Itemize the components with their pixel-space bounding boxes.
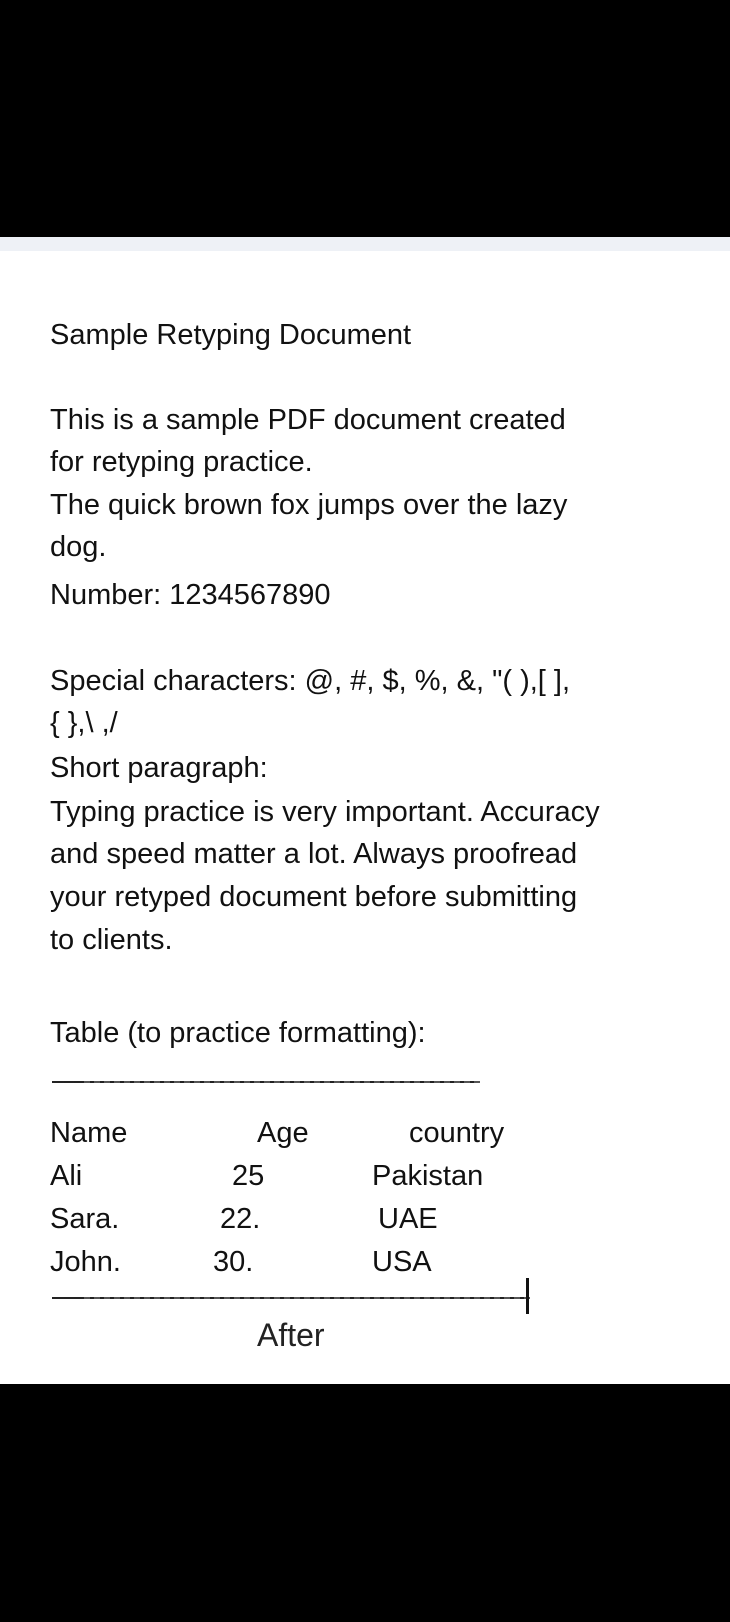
paragraph-line: to clients. [50,924,173,956]
after-caption: After [257,1317,325,1353]
table-title: Table (to practice formatting): [50,1017,426,1049]
document-title: Sample Retyping Document [50,319,412,351]
table-cell-country: Pakistan [372,1160,484,1192]
table-cell-country: USA [372,1246,432,1278]
body-line: The quick brown fox jumps over the lazy [50,489,568,521]
special-characters-line: Special characters: @, #, $, %, &, "( ),[ ], [50,665,571,697]
body-line: dog. [50,531,107,563]
paragraph-heading: Short paragraph: [50,752,268,784]
special-characters-line: { },\ ,/ [50,707,118,739]
viewer-top-strip [0,237,730,251]
table-header-country: country [409,1117,505,1149]
table-cell-age: 25 [232,1160,265,1192]
paragraph-line: Typing practice is very important. Accuracy [50,796,600,828]
bottom-black-bar [0,1384,730,1622]
table-cell-age: 22. [220,1203,261,1235]
table-cell-name: Sara. [50,1203,120,1235]
table-top-rule [52,1081,480,1083]
paragraph-line: and speed matter a lot. Always proofread [50,838,578,870]
table-cell-age: 30. [213,1246,254,1278]
document-page [0,251,730,1384]
table-bottom-rule [52,1297,530,1299]
paragraph-line: your retyped document before submitting [50,881,578,913]
text-cursor [526,1278,529,1314]
top-black-bar [0,0,730,237]
body-line: for retyping practice. [50,446,313,478]
table-cell-country: UAE [378,1203,438,1235]
table-cell-name: John. [50,1246,121,1278]
number-line: Number: 1234567890 [50,579,331,611]
table-cell-name: Ali [50,1160,83,1192]
table-header-age: Age [257,1117,309,1149]
table-header-name: Name [50,1117,128,1149]
body-line: This is a sample PDF document created [50,404,566,436]
